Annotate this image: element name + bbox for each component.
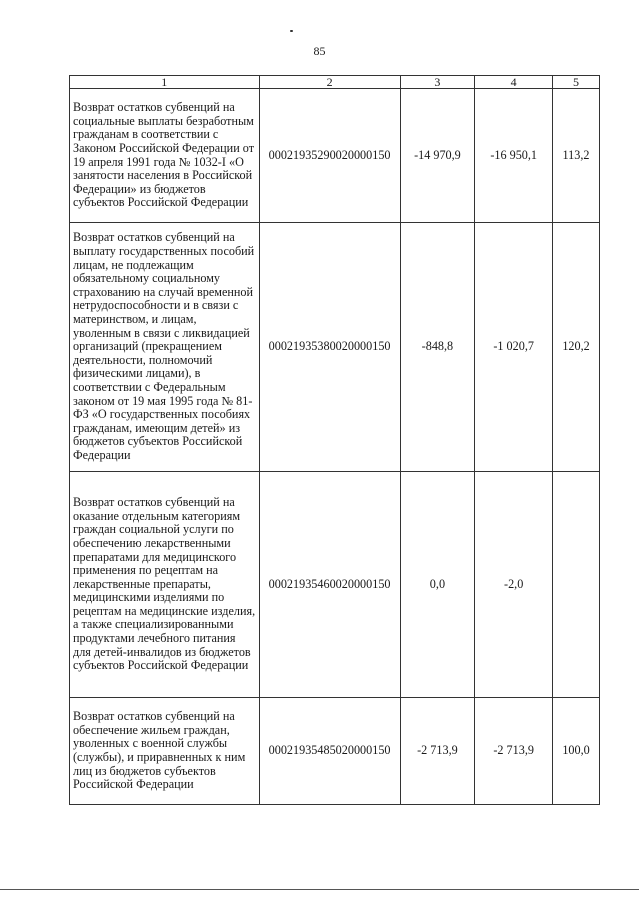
column-header-4: 4 xyxy=(475,76,553,89)
row-budget-code: 00021935485020000150 xyxy=(259,698,400,805)
bottom-rule xyxy=(0,889,639,890)
row-description: Возврат остатков субвенций на социальные выплаты безработным гражданам в соответствии с Законом Российской Федерации от 19 апреля 1991 года № 1032-I «О занятости населения в Российской Федерации» из бюджетов субъектов Российской Федерации xyxy=(70,89,260,223)
row-description: Возврат остатков субвенций на оказание отдельным категориям граждан социальной услуги по обеспечению лекарственными препаратами для медицинского применения по рецептам на лекарственные препараты, медицинскими изделиями по рецептам на медицинские изделия, а также специализированными продуктами лечебного питания для детей-инвалидов из бюджетов субъектов Российской Федерации xyxy=(70,472,260,698)
row-budget-code: 00021935460020000150 xyxy=(259,472,400,698)
row-value-col4: -2,0 xyxy=(475,472,553,698)
table-row xyxy=(70,89,600,223)
row-description: Возврат остатков субвенций на выплату государственных пособий лицам, не подлежащим обязательному социальному страхованию на случай временной нетрудоспособности и в связи с материнством, и лицам, уволенным в связи с ликвидацией организаций (прекращением деятельности, полномочий физическими лицами), в соответствии с Федеральным законом от 19 мая 1995 года № 81-ФЗ «О государственных пособиях гражданам, имеющим детей» из бюджетов субъектов Российской Федерации xyxy=(70,223,260,472)
table-row xyxy=(70,472,600,698)
budget-table xyxy=(69,75,600,805)
table-row xyxy=(70,223,600,472)
scan-speck xyxy=(290,30,293,32)
column-header-1: 1 xyxy=(70,76,260,89)
row-value-col5: 113,2 xyxy=(553,89,600,223)
row-budget-code: 00021935290020000150 xyxy=(259,89,400,223)
row-value-col3: 0,0 xyxy=(400,472,475,698)
row-value-col3: -848,8 xyxy=(400,223,475,472)
row-description: Возврат остатков субвенций на обеспечение жильем граждан, уволенных с военной службы (службы), и приравненных к ним лиц из бюджетов субъектов Российской Федерации xyxy=(70,698,260,805)
row-value-col3: -2 713,9 xyxy=(400,698,475,805)
row-value-col5: 120,2 xyxy=(553,223,600,472)
row-value-col3: -14 970,9 xyxy=(400,89,475,223)
column-header-5: 5 xyxy=(553,76,600,89)
row-value-col5: 100,0 xyxy=(553,698,600,805)
column-header-2: 2 xyxy=(259,76,400,89)
row-value-col5 xyxy=(553,472,600,698)
header-row xyxy=(70,76,600,89)
row-value-col4: -2 713,9 xyxy=(475,698,553,805)
column-header-3: 3 xyxy=(400,76,475,89)
page-number: 85 xyxy=(313,44,326,58)
row-value-col4: -1 020,7 xyxy=(475,223,553,472)
table-row xyxy=(70,698,600,805)
row-value-col4: -16 950,1 xyxy=(475,89,553,223)
row-budget-code: 00021935380020000150 xyxy=(259,223,400,472)
